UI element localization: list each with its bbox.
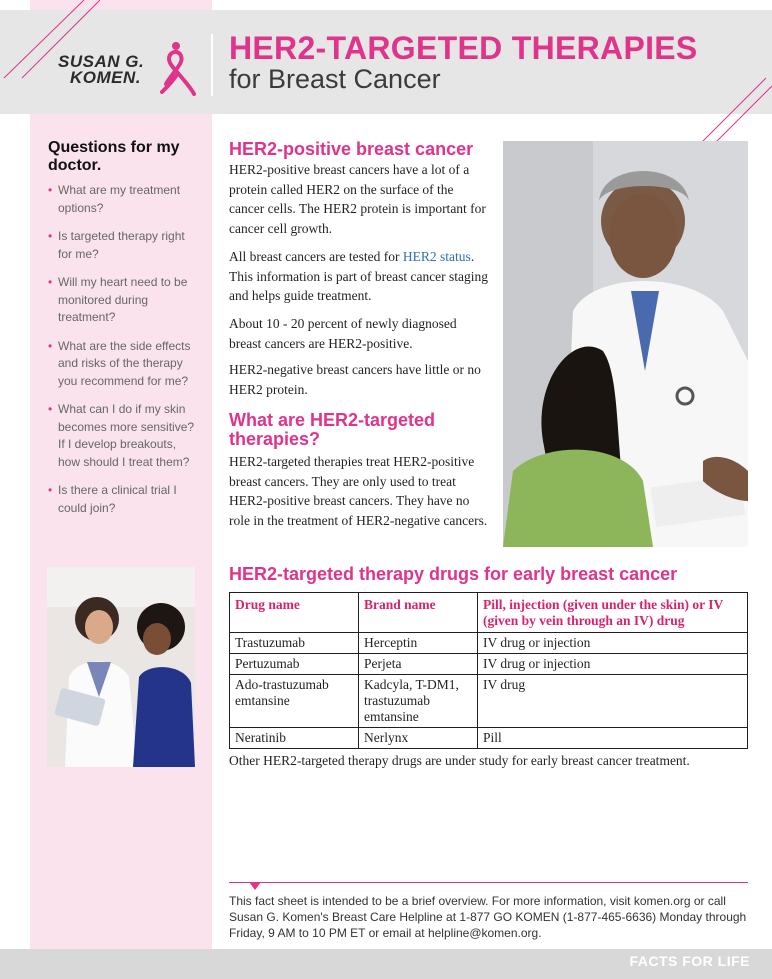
table-note: Other HER2-targeted therapy drugs are under study for early breast cancer treatment. [229, 753, 690, 768]
drugs-table [229, 592, 748, 749]
photo-doctor-consultation [503, 141, 748, 547]
table-cell: Neratinib [230, 728, 359, 749]
paragraph: HER2-negative breast cancers have little or no HER2 protein. [229, 362, 481, 397]
question-item: • Will my heart need to be monitored during treatment? [48, 275, 188, 324]
footer-pointer-icon [249, 882, 261, 890]
bullet-icon: • [48, 229, 53, 243]
section-heading-her2-positive: HER2-positive breast cancer [229, 139, 474, 159]
bullet-icon: • [48, 402, 53, 416]
table-row [230, 728, 748, 749]
pink-ribbon-icon [160, 40, 200, 100]
table-cell: Herceptin [359, 633, 478, 654]
table-cell: Trastuzumab [230, 633, 359, 654]
logo-line-2: KOMEN. [70, 68, 141, 87]
column-header: Pill, injection (given under the skin) or IV (given by vein through an IV) drug [478, 593, 748, 633]
header-divider [211, 34, 213, 96]
section-heading-what-are-therapies: What are HER2-targeted therapies? [229, 410, 436, 449]
photo-doctor-and-patient [47, 567, 195, 767]
page-title: HER2-TARGETED THERAPIES [229, 30, 698, 66]
logo-line-1: SUSAN G. [58, 52, 145, 71]
table-cell: Kadcyla, T-DM1, trastuzumab emtansine [359, 675, 478, 728]
her2-status-link[interactable]: HER2 status [402, 249, 471, 264]
table-cell: Ado-trastuzumab emtansine [230, 675, 359, 728]
table-row [230, 675, 748, 728]
question-item: • Is targeted therapy right for me? [48, 229, 185, 261]
section-heading-drugs: HER2-targeted therapy drugs for early breast cancer [229, 564, 678, 584]
komen-logo[interactable] [30, 10, 212, 114]
footer-text: This fact sheet is intended to be a brief overview. For more information, visit komen.org or call Susan G. Komen's Breast Care Helpline at 1-877 GO KOMEN (1-877-465-6636) Monday through Friday, 9 AM to 10 PM ET or email at helpline@komen.org. [229, 894, 747, 940]
question-item: • Is there a clinical trial I could join? [48, 483, 177, 515]
facts-for-life-label: FACTS FOR LIFE [629, 953, 750, 969]
bullet-icon: • [48, 183, 53, 197]
paragraph-with-link: All breast cancers are tested for HER2 status. This information is part of breast cancer staging and helps guide treatment. [229, 249, 489, 303]
table-cell: Pill [478, 728, 748, 749]
question-item: • What are my treatment options? [48, 183, 181, 215]
table-cell: Nerlynx [359, 728, 478, 749]
question-item: • What can I do if my skin becomes more sensitive? If I develop breakouts, how should I treat them? [48, 402, 195, 469]
paragraph: HER2-targeted therapies treat HER2-positive breast cancers. They are only used to treat HER2-positive breast cancers. They have no role in the treatment of HER2-negative cancers. [229, 454, 488, 528]
bullet-icon: • [48, 338, 53, 353]
table-cell: IV drug or injection [478, 654, 748, 675]
column-header: Brand name [359, 593, 478, 633]
questions-heading: Questions for my doctor. [48, 139, 180, 174]
column-header: Drug name [230, 593, 359, 633]
paragraph: HER2-positive breast cancers have a lot of a protein called HER2 on the surface of the cancer cells. The HER2 protein is important for cancer cell growth. [229, 162, 486, 236]
page-subtitle: for Breast Cancer [229, 64, 441, 94]
questions-list [48, 182, 198, 528]
table-cell: IV drug [478, 675, 748, 728]
table-cell: Perjeta [359, 654, 478, 675]
paragraph: About 10 - 20 percent of newly diagnosed breast cancers are HER2-positive. [229, 316, 457, 351]
bullet-icon: • [48, 275, 53, 289]
bullet-icon: • [48, 483, 53, 497]
footer-divider [229, 882, 748, 883]
question-item: • What are the side effects and risks of the therapy you recommend for me? [48, 338, 191, 388]
table-row [230, 654, 748, 675]
table-row [230, 633, 748, 654]
table-cell: IV drug or injection [478, 633, 748, 654]
table-cell: Pertuzumab [230, 654, 359, 675]
table-header-row [230, 593, 748, 633]
